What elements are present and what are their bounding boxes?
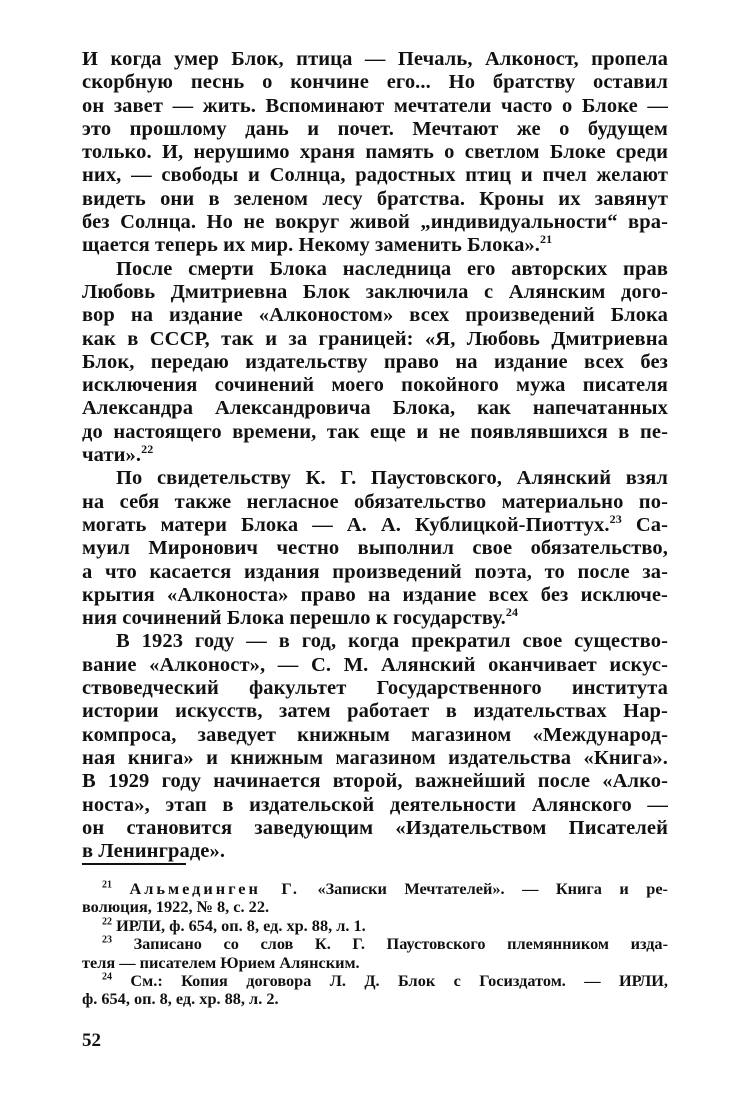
text-line: а что касается издания произведений поэта, то после за- bbox=[82, 560, 668, 583]
footnotes bbox=[82, 880, 668, 1009]
footnote-author: Альмединген Г. bbox=[129, 879, 300, 898]
text-line: компроса, заведует книжным магазином «Международ- bbox=[82, 723, 668, 746]
footnote-ref: 24 bbox=[505, 605, 519, 620]
footnote-text: «Записки Мечтателей». — Книга и ре- bbox=[299, 879, 668, 898]
footnote-divider bbox=[82, 863, 186, 865]
footnote-21 bbox=[82, 880, 668, 898]
text-line: он становится заведующим «Издательством Писателей bbox=[82, 816, 668, 839]
text-line: он завет — жить. Вспоминают мечтатели часто о Блоке — bbox=[82, 94, 668, 117]
line-text: могать матери Блока — А. А. Кублицкой-Пиоттух. bbox=[82, 513, 610, 536]
footnote-number: 23 bbox=[102, 934, 112, 946]
text-line: ная книга» и книжным магазином издательства «Книга». bbox=[82, 746, 668, 769]
footnote-text: Записано со слов К. Г. Паустовского племянником изда- bbox=[112, 934, 668, 954]
text-line: как в СССР, так и за границей: «Я, Любовь Дмитриевна bbox=[82, 327, 668, 350]
text-line: вор на издание «Алконостом» всех произведений Блока bbox=[82, 304, 668, 327]
footnote-ref: 23 bbox=[609, 512, 622, 527]
footnote-ref: 22 bbox=[141, 442, 154, 457]
text-line: них, — свободы и Солнца, радостных птиц и пчел желают bbox=[82, 164, 668, 187]
text-line: Любовь Дмитриевна Блок заключила с Алянским дого- bbox=[82, 280, 668, 303]
footnote-23-cont: теля — писателем Юрием Алянским. bbox=[82, 952, 360, 972]
text-line: в Ленинграде». bbox=[82, 840, 226, 863]
text-line: исключения сочинений моего покойного мужа писателя bbox=[82, 374, 668, 397]
line-text: щается теперь их мир. Некому заменить Блока». bbox=[82, 234, 541, 257]
text-line: В 1929 году начинается второй, важнейший после «Алко- bbox=[82, 770, 668, 793]
text-line: крытия «Алконоста» право на издание всех без исключе- bbox=[82, 583, 668, 606]
text-line: вание «Алконост», — С. М. Алянский оканчивает искус- bbox=[82, 653, 668, 676]
text-line: истории искусств, затем работает в издательствах Нар- bbox=[82, 700, 668, 723]
text-line: По свидетельству К. Г. Паустовского, Алянский взял bbox=[116, 467, 668, 490]
text-line: Блок, передаю издательству право на издание всех без bbox=[82, 350, 668, 373]
footnote-24-cont: ф. 654, оп. 8, ед. хр. 88, л. 2. bbox=[82, 989, 279, 1009]
page-number: 52 bbox=[82, 1030, 101, 1051]
text-line: Александра Александровича Блока, как напечатанных bbox=[82, 397, 668, 420]
main-text bbox=[82, 48, 668, 863]
text-line: видеть они в зеленом лесу братства. Кроны их завянут bbox=[82, 187, 668, 210]
text-line: ствоведческий факультет Государственного института bbox=[82, 677, 668, 700]
text-line bbox=[82, 607, 668, 630]
footnote-text: См.: Копия договора Л. Д. Блок с Госиздатом. — ИРЛИ, bbox=[112, 970, 668, 990]
footnote-23 bbox=[82, 935, 668, 953]
footnote-24 bbox=[82, 972, 668, 990]
line-text: ния сочинений Блока перешло к государству. bbox=[82, 607, 506, 630]
text-line: носта», этап в издательской деятельности Алянского — bbox=[82, 793, 668, 816]
footnote-text: ИРЛИ, ф. 654, оп. 8, ед. хр. 88, л. 1. bbox=[112, 915, 366, 935]
footnote-number: 22 bbox=[102, 916, 112, 928]
text-line bbox=[82, 514, 668, 537]
footnote-number: 21 bbox=[102, 879, 112, 891]
text-line: это прошлому дань и почет. Мечтают же о будущем bbox=[82, 117, 668, 140]
text-line: на себя также негласное обязательство материально по- bbox=[82, 490, 668, 513]
text-line: без Солнца. Но не вокруг живой „индивидуальности“ вра- bbox=[82, 211, 668, 234]
footnote-number: 24 bbox=[102, 971, 112, 983]
footnote-22 bbox=[82, 917, 668, 935]
line-text: чати». bbox=[82, 444, 142, 467]
text-line: до настоящего времени, так еще и не появлявшихся в пе- bbox=[82, 420, 668, 443]
text-line: В 1923 году — в год, когда прекратил свое существо- bbox=[116, 630, 668, 653]
text-line bbox=[82, 444, 668, 467]
text-line bbox=[82, 234, 668, 257]
footnote-ref: 21 bbox=[540, 232, 553, 247]
line-text: Са- bbox=[621, 513, 668, 536]
text-line: муил Миронович честно выполнил свое обязательство, bbox=[82, 537, 668, 560]
text-line: И когда умер Блок, птица — Печаль, Алконост, пропела bbox=[82, 48, 668, 70]
text-line: только. И, нерушимо храня память о светлом Блоке среди bbox=[82, 141, 668, 164]
text-line: После смерти Блока наследница его авторских прав bbox=[116, 257, 668, 280]
text-line: скорбную песнь о кончине его... Но братству оставил bbox=[82, 71, 668, 94]
footnote-21-cont: волюция, 1922, № 8, с. 22. bbox=[82, 897, 270, 917]
